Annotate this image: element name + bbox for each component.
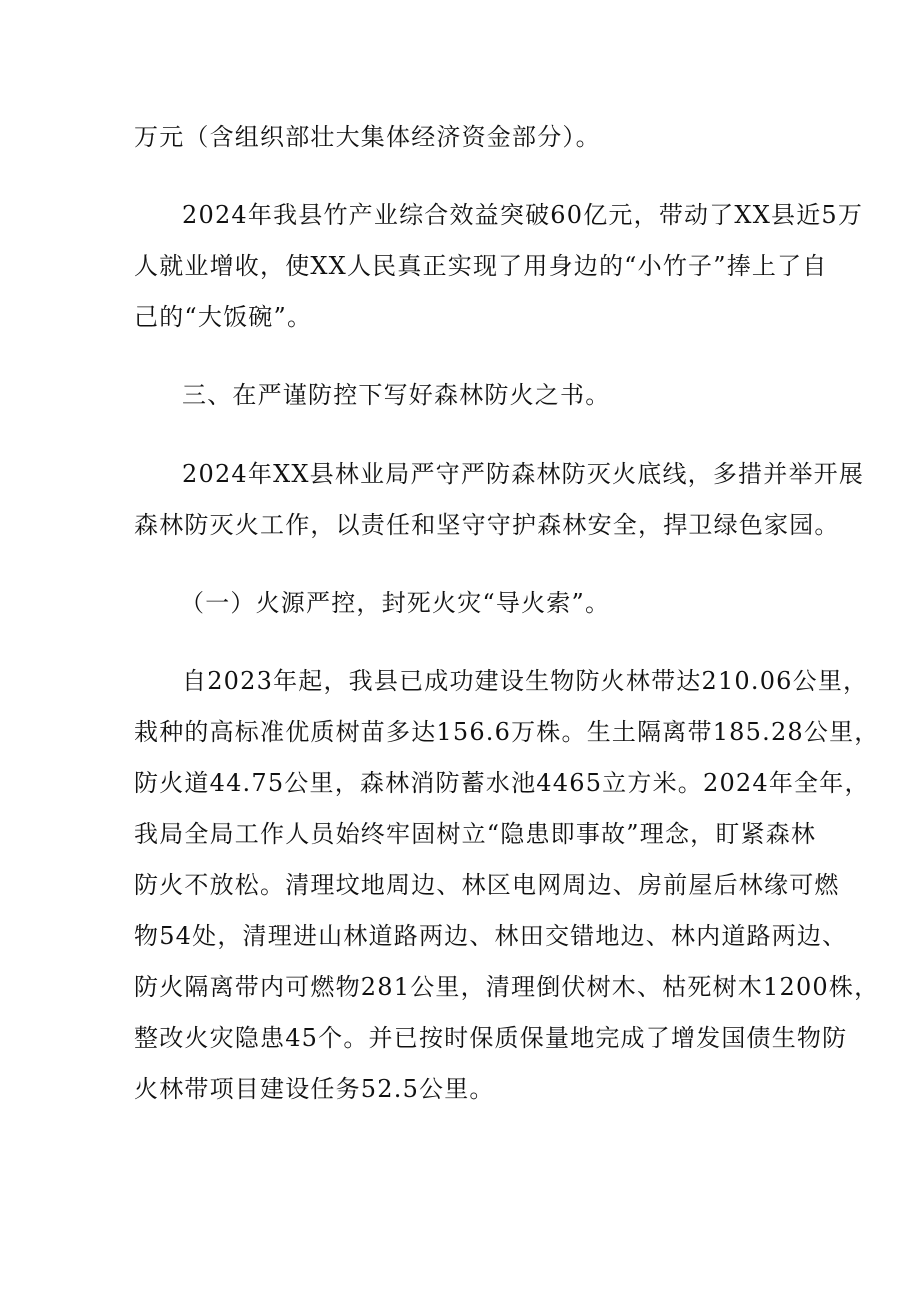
paragraph-line: 我局全局工作人员始终牢固树立“隐患即事故”理念，盯紧森林 xyxy=(134,820,817,848)
paragraph-line: 森林防灭火工作，以责任和坚守守护森林安全，捍卫绿色家园。 xyxy=(134,511,840,539)
paragraph-line: 物54处，清理进山林道路两边、林田交错地边、林内道路两边、 xyxy=(134,922,848,950)
paragraph-line: 防火道44.75公里，森林消防蓄水池4465立方米。2024年全年， xyxy=(134,769,870,797)
paragraph-line: 2024年XX县林业局严守严防森林防灭火底线，多措并举开展 xyxy=(182,460,865,488)
paragraph-line: 己的“大饭碗”。 xyxy=(134,303,313,331)
paragraph-line: 自2023年起，我县已成功建设生物防火林带达210.06公里， xyxy=(182,667,869,695)
paragraph-line: 防火不放松。清理坟地周边、林区电网周边、房前屋后林缘可燃 xyxy=(134,871,840,899)
subsection-heading: （一）火源严控，封死火灾“导火索”。 xyxy=(180,589,611,617)
paragraph-line: 万元（含组织部壮大集体经济资金部分）。 xyxy=(134,123,601,151)
paragraph-line: 火林带项目建设任务52.5公里。 xyxy=(134,1075,495,1103)
paragraph-line: 2024年我县竹产业综合效益突破60亿元，带动了XX县近5万 xyxy=(182,201,864,229)
paragraph-line: 人就业增收，使XX人民真正实现了用身边的“小竹子”捧上了自 xyxy=(134,252,828,280)
paragraph-line: 整改火灾隐患45个。并已按时保质保量地完成了增发国债生物防 xyxy=(134,1024,848,1052)
section-heading: 三、在严谨防控下写好森林防火之书。 xyxy=(182,381,611,409)
paragraph-line: 防火隔离带内可燃物281公里，清理倒伏树木、枯死树木1200株， xyxy=(134,973,880,1001)
paragraph-line: 栽种的高标准优质树苗多达156.6万株。生土隔离带185.28公里， xyxy=(134,718,880,746)
